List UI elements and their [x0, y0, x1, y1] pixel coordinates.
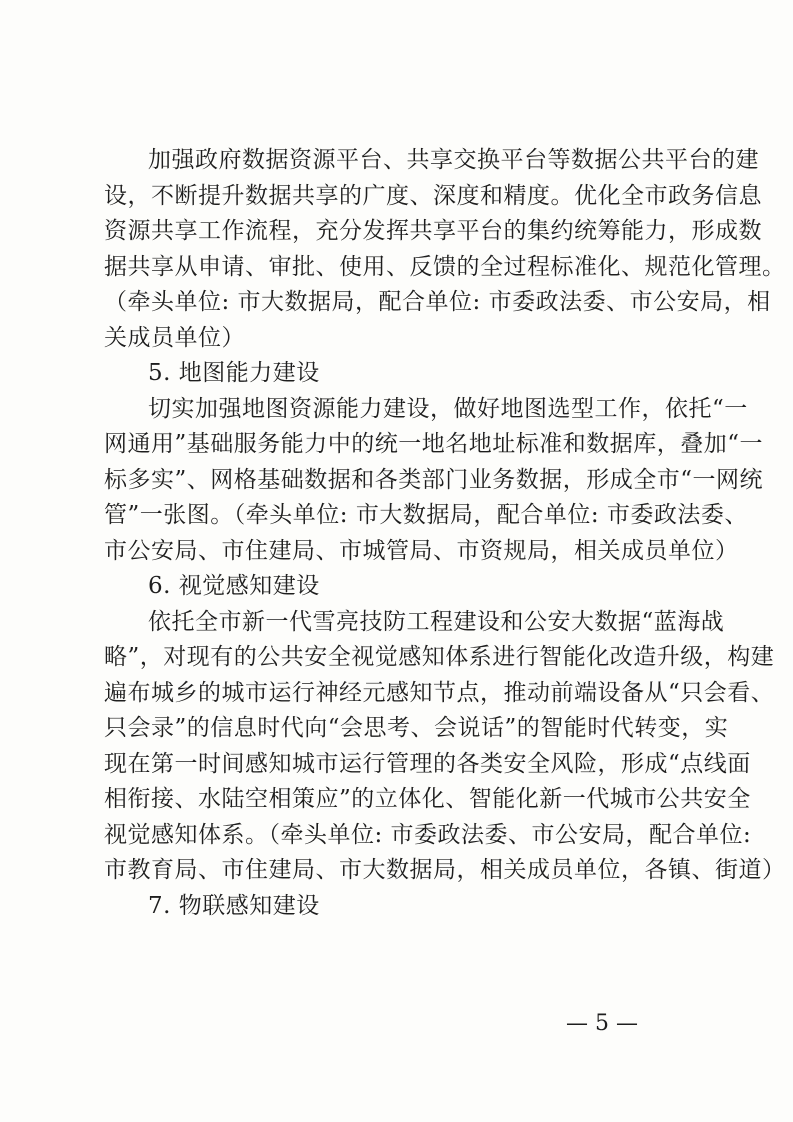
paragraph-line: 遍布城乡的城市运行神经元感知节点，推动前端设备从“只会看、 [104, 679, 775, 706]
paragraph-line: 管”一张图。（牵头单位: 市大数据局，配合单位: 市委政法委、 [104, 502, 748, 528]
paragraph-line: 据共享从申请、审批、使用、反馈的全过程标准化、规范化管理。 [104, 253, 786, 280]
paragraph-line: 网通用”基础服务能力中的统一地名地址标准和数据库，叠加“一 [104, 431, 764, 457]
paragraph-line: 现在第一时间感知城市运行管理的各类安全风险，形成“点线面 [104, 750, 751, 777]
body-text [104, 143, 786, 924]
paragraph-line: 关成员单位） [104, 324, 245, 351]
page-number: — 5 — [566, 1011, 638, 1036]
paragraph-line: 资源共享工作流程，充分发挥共享平台的集约统筹能力，形成数 [104, 218, 762, 244]
paragraph-line: 设，不断提升数据共享的广度、深度和精度。优化全市政务信息 [104, 182, 762, 209]
paragraph-line: 市公安局、市住建局、市城管局、市资规局，相关成员单位） [104, 537, 739, 564]
paragraph-line: （牵头单位: 市大数据局，配合单位: 市委政法委、市公安局，相 [104, 289, 771, 315]
paragraph-line: 略”，对现有的公共安全视觉感知体系进行智能化改造升级，构建 [104, 644, 775, 670]
paragraph-line: 切实加强地图资源能力建设，做好地图选型工作，依托“一 [148, 395, 748, 422]
section-heading: 5. 地图能力建设 [148, 360, 320, 386]
paragraph-line: 加强政府数据资源平台、共享交换平台等数据公共平台的建 [148, 147, 759, 173]
section-heading: 6. 视觉感知建设 [148, 573, 320, 599]
section-heading: 7. 物联感知建设 [148, 892, 320, 919]
paragraph-line: 市教育局、市住建局、市大数据局，相关成员单位，各镇、街道） [104, 857, 786, 883]
paragraph-line: 相衔接、水陆空相策应”的立体化、智能化新一代城市公共安全 [104, 786, 751, 812]
paragraph-line: 标多实”、网格基础数据和各类部门业务数据，形成全市“一网统 [104, 466, 764, 493]
paragraph-line: 依托全市新一代雪亮技防工程建设和公安大数据“蓝海战 [148, 608, 725, 635]
paragraph-line: 视觉感知体系。（牵头单位: 市委政法委、市公安局，配合单位: [104, 821, 752, 848]
paragraph-line: 只会录”的信息时代向“会思考、会说话”的智能时代转变，实 [104, 715, 729, 741]
